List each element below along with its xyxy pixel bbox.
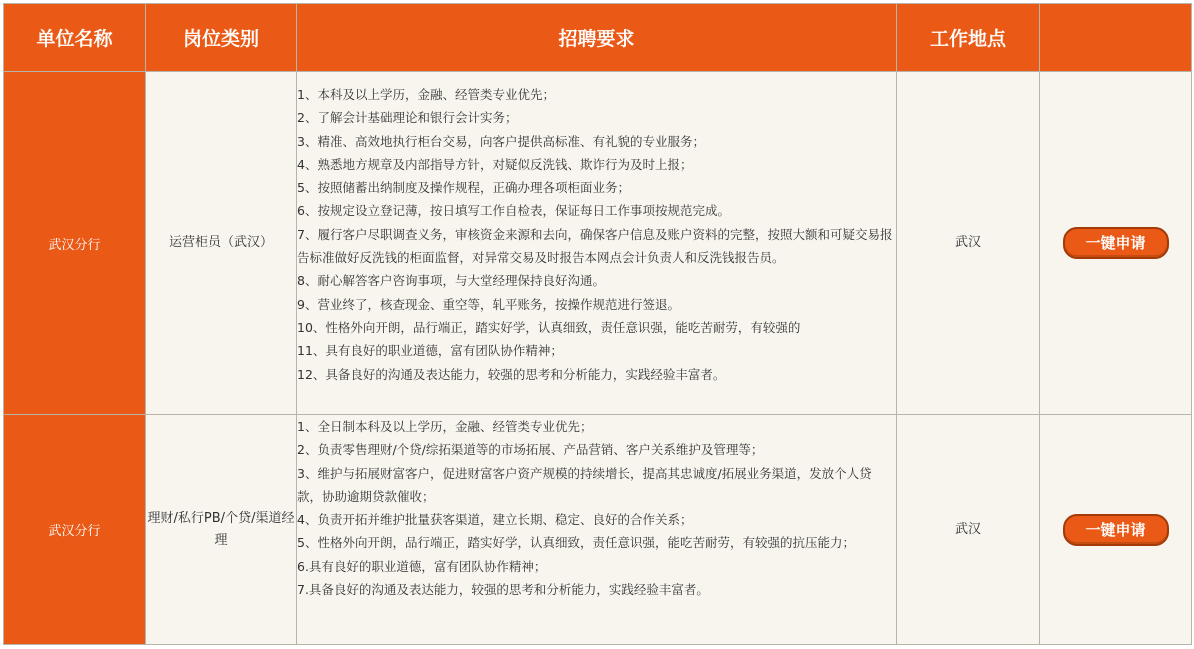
requirement-item: 8、耐心解答客户咨询事项，与大堂经理保持良好沟通。 [297, 273, 605, 289]
header-action [1040, 4, 1192, 72]
requirement-item: 9、营业终了，核查现金、重空等，轧平账务，按操作规范进行签退。 [297, 296, 680, 312]
header-requirements: 招聘要求 [297, 4, 897, 72]
requirements-cell [297, 415, 897, 645]
unit-cell: 武汉分行 [4, 72, 146, 415]
requirement-item: 3、维护与拓展财富客户，促进财富客户资产规模的持续增长，提高其忠诚度/拓展业务渠道，发放个人贷款，协助逾期贷款催收； [297, 465, 872, 504]
location-cell: 武汉 [897, 72, 1040, 415]
requirement-item: 5、性格外向开朗，品行端正，踏实好学，认真细致，责任意识强，能吃苦耐劳，有较强的抗压能力； [297, 535, 855, 551]
requirement-item: 2、了解会计基础理论和银行会计实务； [297, 110, 518, 126]
requirement-item: 7、履行客户尽职调查义务，审核资金来源和去向，确保客户信息及账户资料的完整，按照大额和可疑交易报告标准做好反洗钱的柜面监督，对异常交易及时报告本网点会计负责人和反洗钱报告员。 [297, 226, 893, 266]
requirement-item: 4、熟悉地方规章及内部指导方针，对疑似反洗钱、欺诈行为及时上报； [297, 156, 693, 172]
header-category: 岗位类别 [146, 4, 297, 72]
category-cell: 理财/私行PB/个贷/渠道经理 [146, 415, 297, 645]
requirements-cell [297, 72, 897, 415]
requirement-item: 1、全日制本科及以上学历，金融、经管类专业优先； [297, 419, 593, 434]
action-cell [1040, 72, 1192, 415]
table-row [4, 415, 1192, 645]
requirement-item: 10、性格外向开朗，品行端正，踏实好学，认真细致，责任意识强，能吃苦耐劳，有较强的 [297, 319, 801, 335]
location-cell: 武汉 [897, 415, 1040, 645]
action-cell [1040, 415, 1192, 645]
header-location: 工作地点 [897, 4, 1040, 72]
requirement-item: 3、精准、高效地执行柜台交易，向客户提供高标准、有礼貌的专业服务； [297, 133, 705, 149]
header-unit: 单位名称 [4, 4, 146, 72]
job-table [3, 3, 1192, 645]
requirement-item: 7.具备良好的沟通及表达能力，较强的思考和分析能力，实践经验丰富者。 [297, 582, 709, 598]
requirement-item: 12、具备良好的沟通及表达能力，较强的思考和分析能力，实践经验丰富者。 [297, 366, 726, 382]
apply-button[interactable]: 一键申请 [1063, 514, 1169, 546]
requirement-item: 1、本科及以上学历，金融、经管类专业优先； [297, 87, 555, 102]
requirement-item: 5、按照储蓄出纳制度及操作规程，正确办理各项柜面业务； [297, 180, 630, 196]
apply-button[interactable]: 一键申请 [1063, 227, 1169, 259]
requirement-item: 6、按规定设立登记薄，按日填写工作自检表，保证每日工作事项按规范完成。 [297, 203, 730, 219]
category-cell: 运营柜员（武汉） [146, 72, 297, 415]
unit-cell: 武汉分行 [4, 415, 146, 645]
requirement-item: 6.具有良好的职业道德，富有团队协作精神； [297, 558, 547, 574]
table-row [4, 72, 1192, 415]
requirement-item: 2、负责零售理财/个贷/综拓渠道等的市场拓展、产品营销、客户关系维护及管理等； [297, 442, 764, 458]
header-row [4, 4, 1192, 72]
requirement-item: 11、具有良好的职业道德，富有团队协作精神； [297, 343, 563, 359]
requirement-item: 4、负责开拓并维护批量获客渠道，建立长期、稳定、良好的合作关系； [297, 512, 693, 528]
